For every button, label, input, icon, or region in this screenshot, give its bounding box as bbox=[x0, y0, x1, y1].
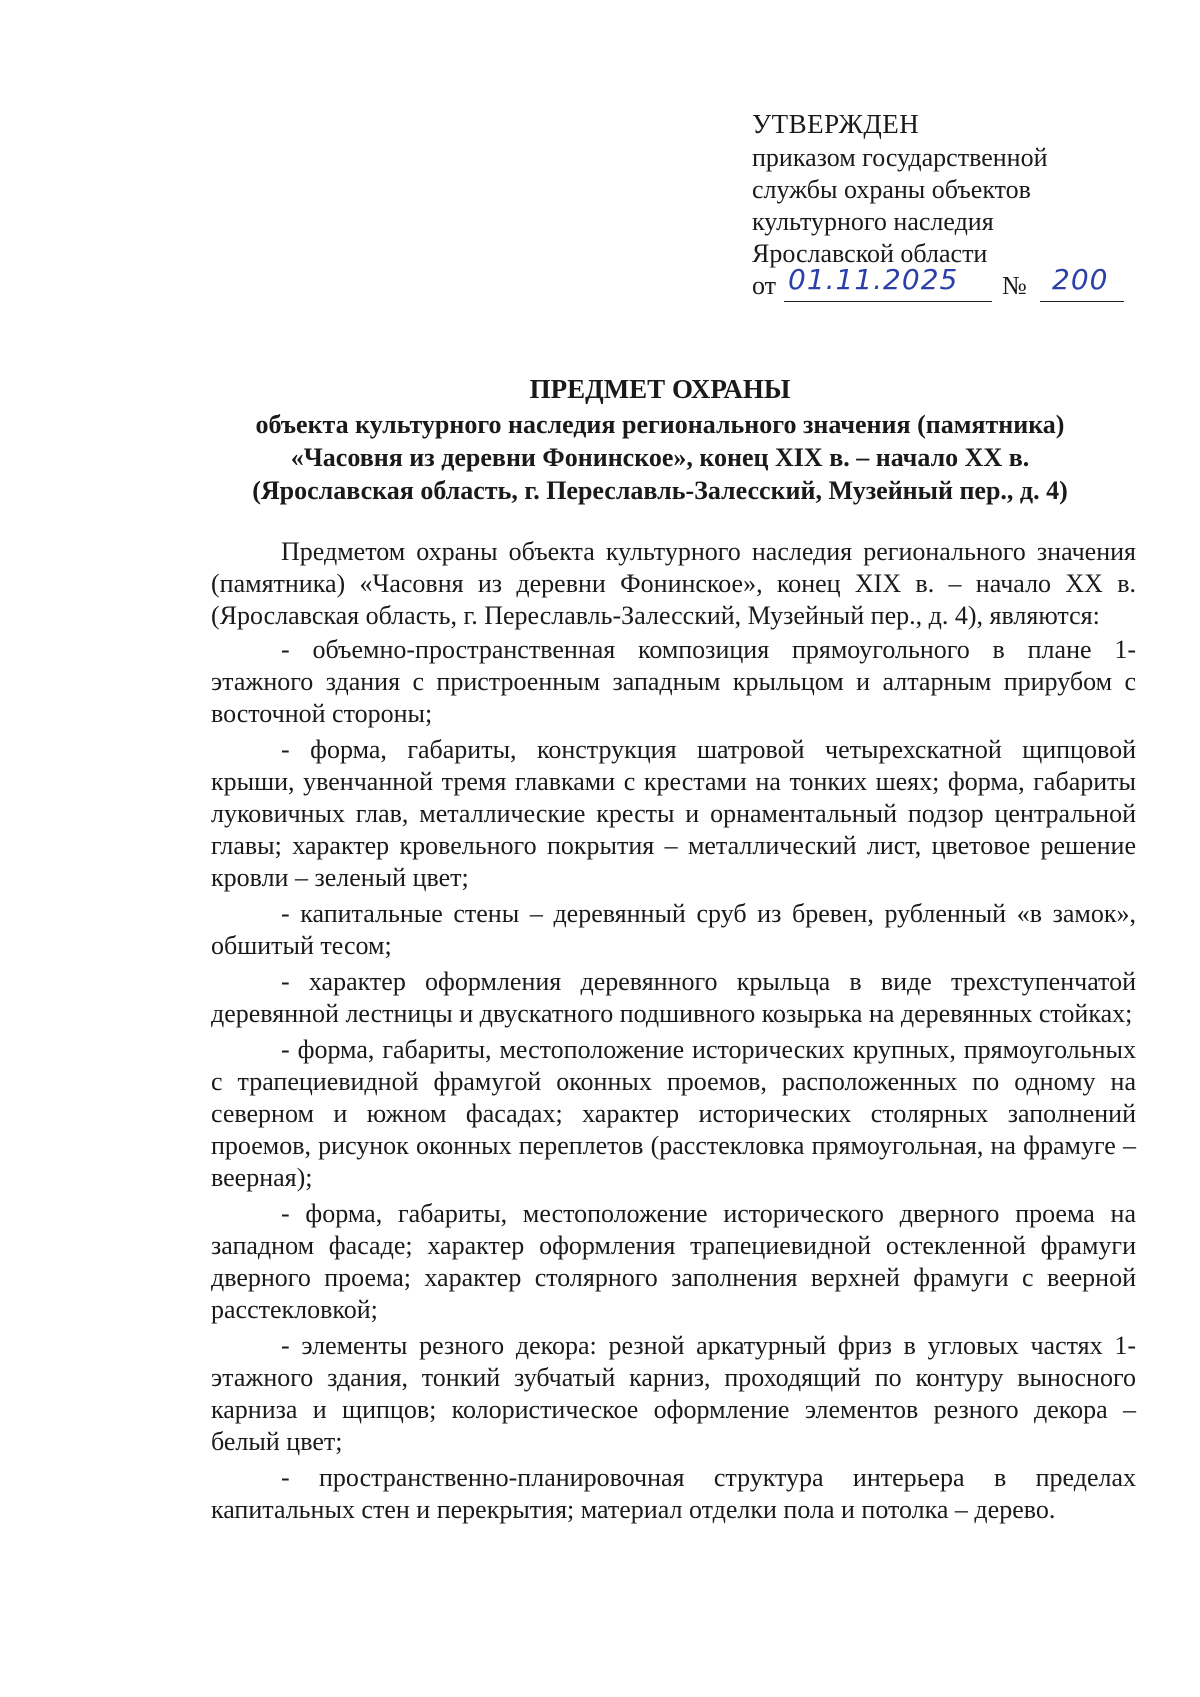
protection-item: - объемно-пространственная композиция прямоугольного в плане 1-этажного здания с пристроенным западным крыльцом и алтарным прирубом с восточной стороны; bbox=[211, 635, 1136, 728]
protection-item: - характер оформления деревянного крыльца в виде трехступенчатой деревянной лестницы и двускатного подшивного козырька на деревянных стойках; bbox=[211, 967, 1136, 1028]
approval-block bbox=[752, 108, 1109, 304]
document-body bbox=[211, 536, 1136, 1530]
approved-label: УТВЕРЖДЕН bbox=[752, 109, 920, 139]
heading-line: объекта культурного наследия регионального значения (памятника) bbox=[255, 410, 1065, 439]
approval-line: приказом государственной bbox=[752, 143, 1048, 172]
document-title: ПРЕДМЕТ ОХРАНЫ bbox=[529, 374, 791, 404]
date-underline bbox=[784, 301, 992, 302]
protection-item: - элементы резного декора: резной аркатурный фриз в угловых частях 1-этажного здания, тонкий зубчатый карниз, проходящий по контуру выносного карниза и щипцов; колористическое оформление элементов резного декора – белый цвет; bbox=[211, 1331, 1136, 1456]
approval-line: Ярославской области bbox=[752, 239, 988, 268]
intro-paragraph: Предметом охраны объекта культурного наследия регионального значения (памятника) «Часовня из деревни Фонинское», конец XIX в. – начало XX в. (Ярославская область, г. Переславль-Залесский, Музейный пер., д. 4), являются: bbox=[211, 537, 1136, 630]
protection-item: - форма, габариты, местоположение исторического дверного проема на западном фасаде; характер оформления трапециевидной остекленной фрамуги дверного проема; характер столярного заполнения верхней фрамуги с веерной расстекловкой; bbox=[211, 1199, 1136, 1324]
heading-line: (Ярославская область, г. Переславль-Залесский, Музейный пер., д. 4) bbox=[252, 476, 1068, 505]
protection-item: - форма, габариты, конструкция шатровой четырехскатной щипцовой крыши, увенчанной тремя главками с крестами на тонких шеях; форма, габариты луковичных глав, металлические кресты и орнаментальный подзор центральной главы; характер кровельного покрытия – металлический лист, цветовое решение кровли – зеленый цвет; bbox=[211, 735, 1136, 892]
number-prefix: № bbox=[1002, 271, 1027, 300]
number-underline bbox=[1040, 301, 1124, 302]
protection-item: - форма, габариты, местоположение исторических крупных, прямоугольных с трапециевидной фрамугой оконных проемов, расположенных по одному на северном и южном фасадах; характер исторических столярных заполнений проемов, рисунок оконных переплетов (расстекловка прямоугольная, на фрамуге – веерная); bbox=[211, 1035, 1136, 1192]
heading-line: «Часовня из деревни Фонинское», конец XIX в. – начало XX в. bbox=[290, 443, 1030, 472]
handwritten-number: 200 bbox=[1052, 263, 1109, 296]
protection-item: - капитальные стены – деревянный сруб из бревен, рубленный «в замок», обшитый тесом; bbox=[211, 899, 1136, 960]
approval-line: культурного наследия bbox=[752, 207, 994, 236]
date-prefix: от bbox=[752, 271, 777, 300]
protection-item: - пространственно-планировочная структура интерьера в пределах капитальных стен и перекрытия; материал отделки пола и потолка – дерево. bbox=[211, 1463, 1136, 1524]
approval-line: службы охраны объектов bbox=[752, 175, 1031, 204]
document-heading bbox=[180, 373, 1140, 507]
handwritten-date: 01.11.2025 bbox=[788, 263, 959, 296]
approval-date-number-row bbox=[752, 263, 1109, 304]
